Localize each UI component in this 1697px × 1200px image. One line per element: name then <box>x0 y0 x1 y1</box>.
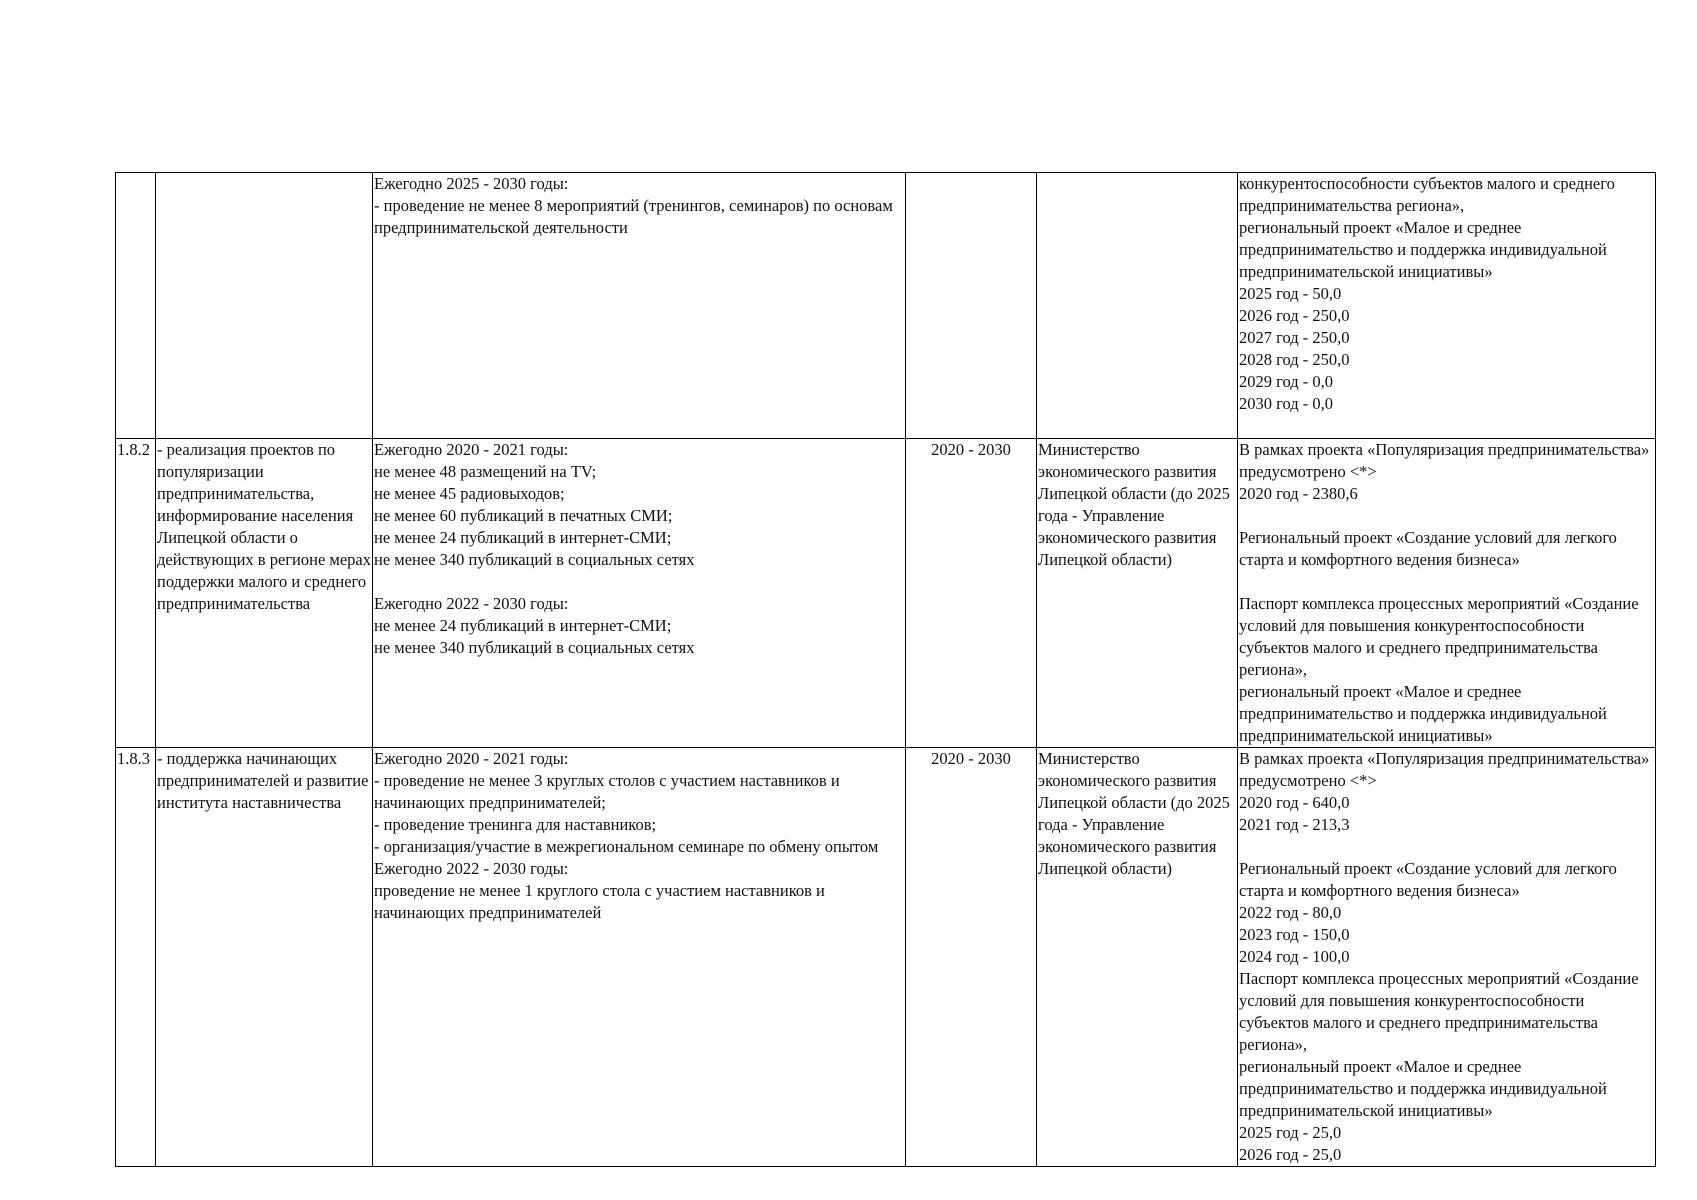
activity-term: 2020 - 2030 <box>931 440 1011 459</box>
term-cell <box>906 439 1037 748</box>
financing-cell <box>1238 173 1656 439</box>
row-number-cell <box>116 173 156 439</box>
activity-name-cell <box>156 439 373 748</box>
activity-executor: Министерство экономического развития Липецкой области (до 2025 года - Управление экономического развития Липецкой области) <box>1038 440 1230 569</box>
executor-cell <box>1037 173 1238 439</box>
row-number-cell <box>116 748 156 1167</box>
row-number-cell <box>116 439 156 748</box>
activity-financing: В рамках проекта «Популяризация предпринимательства» предусмотрено <*> 2020 год - 2380,6 Региональный проект «Создание условий для легкого старта и комфортного ведения бизнеса» Паспорт комплекса процессных мероприятий «Создание условий для повышения конкурентоспособности субъектов малого и среднего предпринимательства региона», региональный проект «Малое и среднее предпринимательство и поддержка индивидуальной предпринимательской инициативы» <box>1239 440 1650 745</box>
activity-executor: Министерство экономического развития Липецкой области (до 2025 года - Управление экономического развития Липецкой области) <box>1038 749 1230 878</box>
program-activities-table <box>115 172 1656 1167</box>
term-cell <box>906 748 1037 1167</box>
executor-cell <box>1037 439 1238 748</box>
table-row <box>116 439 1656 748</box>
activity-name: - поддержка начинающих предпринимателей и развитие института наставничества <box>157 749 369 812</box>
row-number: 1.8.2 <box>117 440 150 459</box>
activity-indicators: Ежегодно 2025 - 2030 годы: - проведение не менее 8 мероприятий (тренингов, семинаров) по основам предпринимательской деятельности <box>374 174 893 237</box>
activity-name: - реализация проектов по популяризации предпринимательства, информирование населения Липецкой области о действующих в регионе мерах поддержки малого и среднего предпринимательства <box>157 440 372 613</box>
indicators-cell <box>373 748 906 1167</box>
activity-financing: В рамках проекта «Популяризация предпринимательства» предусмотрено <*> 2020 год - 640,0 2021 год - 213,3 Региональный проект «Создание условий для легкого старта и комфортного ведения бизнеса» 2022 год - 80,0 2023 год - 150,0 2024 год - 100,0 Паспорт комплекса процессных мероприятий «Создание условий для повышения конкурентоспособности субъектов малого и среднего предпринимательства региона», региональный проект «Малое и среднее предпринимательство и поддержка индивидуальной предпринимательской инициативы» 2025 год - 25,0 2026 год - 25,0 <box>1239 749 1650 1164</box>
indicators-cell <box>373 173 906 439</box>
table-row <box>116 748 1656 1167</box>
term-cell <box>906 173 1037 439</box>
activity-term: 2020 - 2030 <box>931 749 1011 768</box>
financing-cell <box>1238 439 1656 748</box>
financing-cell <box>1238 748 1656 1167</box>
activity-indicators: Ежегодно 2020 - 2021 годы: не менее 48 размещений на TV; не менее 45 радиовыходов; не менее 60 публикаций в печатных СМИ; не менее 24 публикаций в интернет-СМИ; не менее 340 публикаций в социальных сетях Ежегодно 2022 - 2030 годы: не менее 24 публикаций в интернет-СМИ; не менее 340 публикаций в социальных сетях <box>374 440 695 657</box>
indicators-cell <box>373 439 906 748</box>
activity-financing: конкурентоспособности субъектов малого и среднего предпринимательства региона», региональный проект «Малое и среднее предпринимательство и поддержка индивидуальной предпринимательской инициативы» 2025 год - 50,0 2026 год - 250,0 2027 год - 250,0 2028 год - 250,0 2029 год - 0,0 2030 год - 0,0 <box>1239 174 1615 413</box>
activity-name-cell <box>156 173 373 439</box>
row-number: 1.8.3 <box>117 749 150 768</box>
table-row <box>116 173 1656 439</box>
activity-name-cell <box>156 748 373 1167</box>
activity-indicators: Ежегодно 2020 - 2021 годы: - проведение не менее 3 круглых столов с участием наставников и начинающих предпринимателей; - проведение тренинга для наставников; - организация/участие в межрегиональном семинаре по обмену опытом Ежегодно 2022 - 2030 годы: проведение не менее 1 круглого стола с участием наставников и начинающих предпринимателей <box>374 749 879 922</box>
executor-cell <box>1037 748 1238 1167</box>
